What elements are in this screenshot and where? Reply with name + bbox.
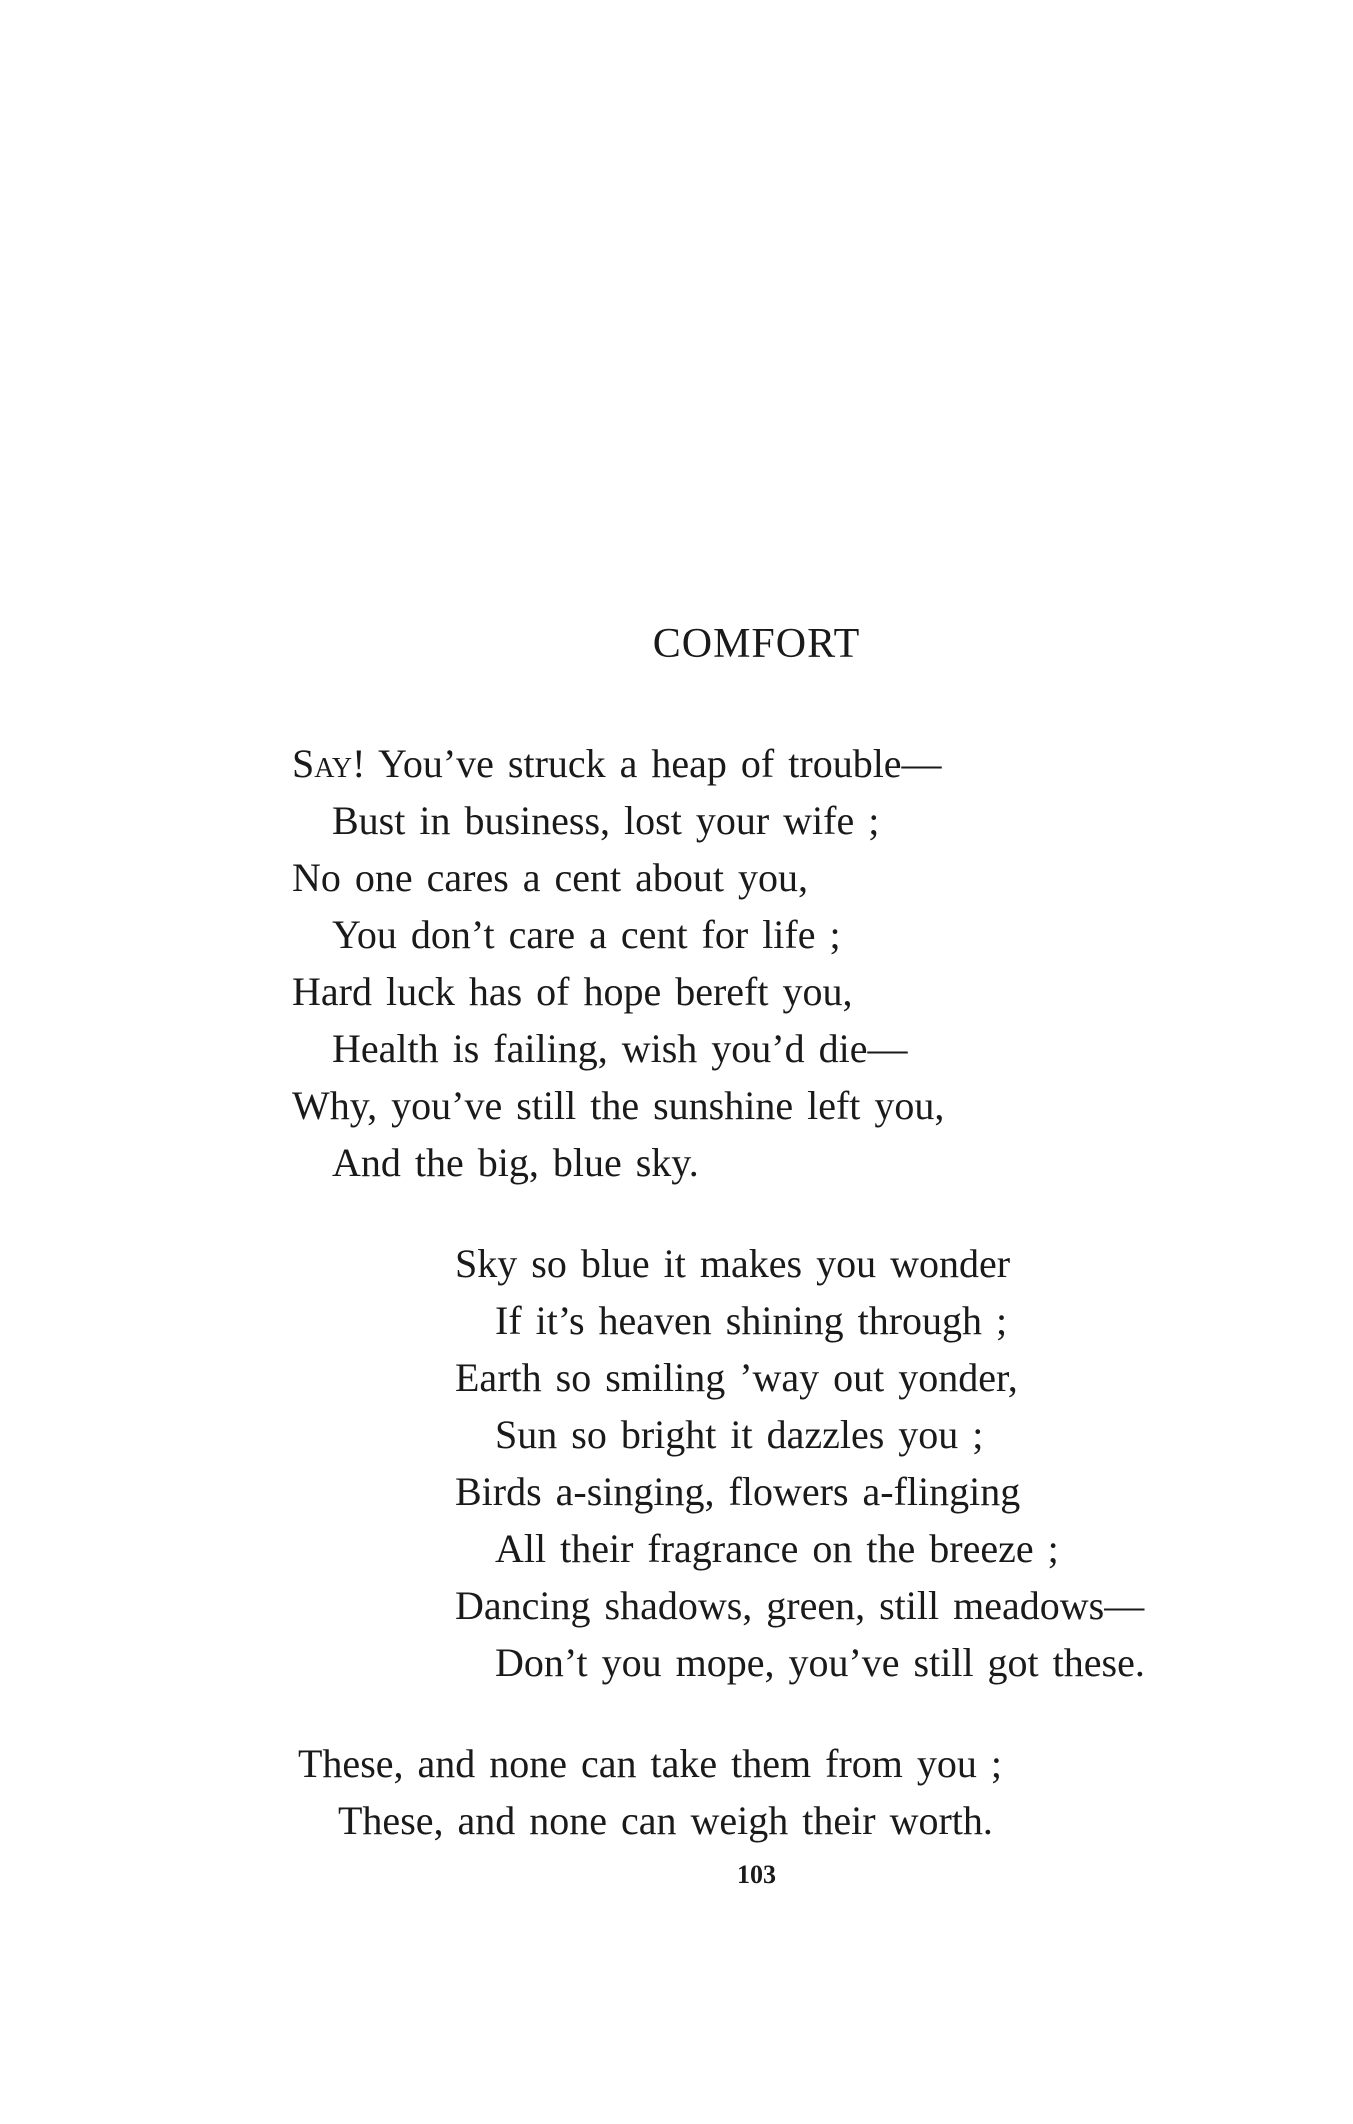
poem-line: All their fragrance on the breeze ;: [495, 1526, 1059, 1571]
poem-line: And the big, blue sky.: [332, 1140, 699, 1185]
poem-line: Hard luck has of hope bereft you,: [292, 969, 853, 1014]
page-number: 103: [737, 1860, 776, 1889]
poem-line: Dancing shadows, green, still meadows—: [455, 1583, 1145, 1628]
stanza-1: [292, 735, 944, 1191]
stanza-2: [455, 1235, 1145, 1691]
poem-line: These, and none can take them from you ;: [298, 1741, 1002, 1786]
poem-line: Don’t you mope, you’ve still got these.: [495, 1640, 1145, 1685]
poem-line: Health is failing, wish you’d die—: [332, 1026, 908, 1071]
poem-line: Sky so blue it makes you wonder: [455, 1241, 1011, 1286]
stanza-3: [298, 1735, 1002, 1849]
poem-line: Bust in business, lost your wife ;: [332, 798, 880, 843]
poem-line: If it’s heaven shining through ;: [495, 1298, 1008, 1343]
poem-line: No one cares a cent about you,: [292, 855, 809, 900]
poem-line-text: ! You’ve struck a heap of trouble—: [352, 741, 942, 786]
poem-title: COMFORT: [652, 621, 861, 667]
poem-line: Birds a-singing, flowers a-flinging: [455, 1469, 1021, 1514]
poem-line: These, and none can weigh their worth.: [338, 1798, 993, 1843]
opening-word: Say: [292, 741, 353, 786]
poem-line: Earth so smiling ’way out yonder,: [455, 1355, 1018, 1400]
poem-line: [292, 735, 944, 792]
poem-line: You don’t care a cent for life ;: [332, 912, 841, 957]
poem-line: Sun so bright it dazzles you ;: [495, 1412, 984, 1457]
poem-line: Why, you’ve still the sunshine left you,: [292, 1083, 945, 1128]
